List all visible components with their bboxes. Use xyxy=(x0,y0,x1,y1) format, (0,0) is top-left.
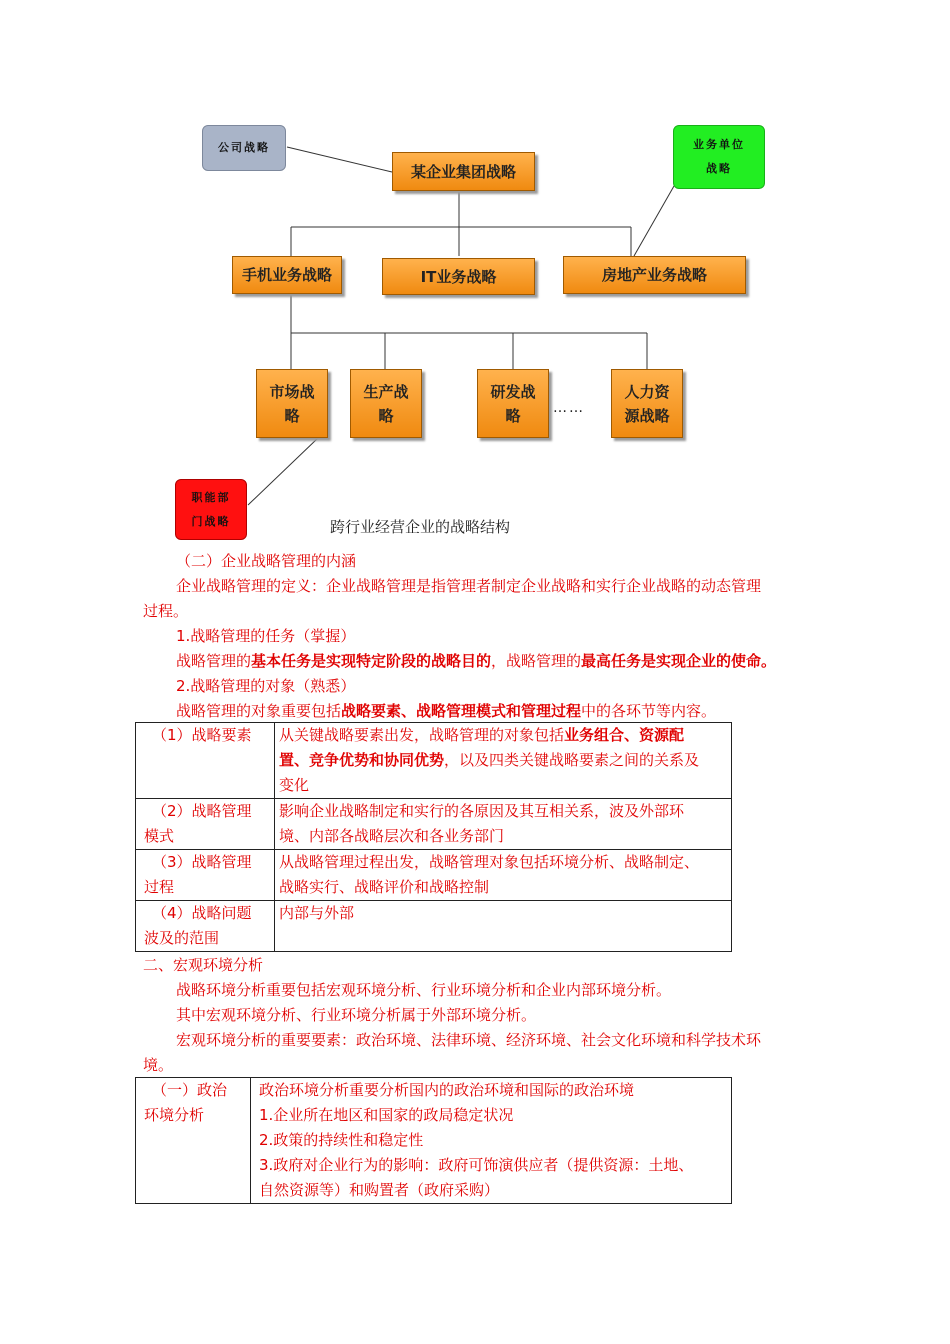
row1-line1: 从关键战略要素出发，战略管理的对象包括业务组合、资源配 xyxy=(279,726,685,744)
row4-label-2: 波及的范围 xyxy=(144,929,220,947)
production-strategy-label-1: 生产战 xyxy=(363,382,409,401)
macro-paragraph-3-line-1: 宏观环境分析的重要要素：政治环境、法律环境、经济环境、社会文化环境和科学技术环 xyxy=(176,1031,762,1049)
rnd-strategy-label-1: 研发战 xyxy=(490,382,536,401)
phone-business-label: 手机业务战略 xyxy=(241,266,332,284)
row2-label-1: （2）战略管理 xyxy=(152,802,252,820)
rnd-strategy-box xyxy=(477,369,549,438)
table-row xyxy=(136,799,732,850)
company-strategy-tag xyxy=(202,125,286,171)
table-row xyxy=(136,901,732,952)
functional-strategy-tag xyxy=(175,479,247,540)
ellipsis-text: …… xyxy=(553,400,585,416)
row4-label-1: （4）战略问题 xyxy=(152,904,252,922)
group-strategy-label: 某企业集团战略 xyxy=(410,162,516,181)
market-strategy-label-1: 市场战 xyxy=(269,382,315,401)
real-estate-business-label: 房地产业务战略 xyxy=(601,266,707,284)
object-text-2: 中的各环节等内容。 xyxy=(581,702,717,720)
table-label-cell xyxy=(136,1078,251,1204)
macro-heading: 二、宏观环境分析 xyxy=(143,956,264,974)
real-estate-business-box xyxy=(563,256,746,294)
table-content-cell xyxy=(275,723,732,799)
task-heading: 1.战略管理的任务（掌握） xyxy=(176,627,356,645)
row3-line1: 从战略管理过程出发，战略管理对象包括环境分析、战略制定、 xyxy=(279,853,700,871)
row4-line1: 内部与外部 xyxy=(279,904,355,922)
macro-paragraph-2: 其中宏观环境分析、行业环境分析属于外部环境分析。 xyxy=(176,1006,537,1024)
phone-business-box xyxy=(232,256,342,294)
political-environment-table xyxy=(135,1077,732,1204)
object-paragraph xyxy=(176,699,716,723)
macro-paragraph-3-line-2: 境。 xyxy=(143,1056,174,1074)
object-text-1: 战略管理的对象重要包括 xyxy=(176,702,342,720)
task-text-2: ，战略管理的 xyxy=(491,652,582,670)
row1-line2: 置、竞争优势和协同优势，以及四类关键战略要素之间的关系及 xyxy=(279,751,700,769)
group-strategy-box xyxy=(392,152,535,191)
table-label-cell xyxy=(136,799,275,850)
table-content-cell xyxy=(275,901,732,952)
production-strategy-label-2: 略 xyxy=(378,406,394,425)
functional-label-2: 门战略 xyxy=(191,514,231,528)
row2-label-2: 模式 xyxy=(144,827,175,845)
table2-line-4: 3.政府对企业行为的影响：政府可饰演供应者（提供资源：土地、 xyxy=(259,1156,694,1174)
table-content-cell xyxy=(251,1078,732,1204)
table2-label-2: 环境分析 xyxy=(144,1106,205,1124)
row3-line2: 战略实行、战略评价和战略控制 xyxy=(279,878,490,896)
strategy-structure-diagram xyxy=(0,0,950,550)
definition-line-1: 企业战略管理的定义：企业战略管理是指管理者制定企业战略和实行企业战略的动态管理 xyxy=(176,577,762,595)
hr-strategy-label-1: 人力资 xyxy=(624,382,670,401)
company-strategy-label: 公司战略 xyxy=(218,141,270,154)
row2-line2: 境、内部各战略层次和各业务部门 xyxy=(279,827,505,845)
business-unit-strategy-tag xyxy=(673,125,765,189)
table-row xyxy=(136,1078,732,1204)
hr-strategy-box xyxy=(611,369,683,438)
row1-line3: 变化 xyxy=(279,776,310,794)
row1-label: （1）战略要素 xyxy=(152,726,252,744)
business-unit-label-1: 业务单位 xyxy=(693,138,745,151)
task-text-1: 战略管理的 xyxy=(176,652,252,670)
production-strategy-box xyxy=(350,369,422,438)
row3-label-2: 过程 xyxy=(144,878,175,896)
macro-paragraph-1: 战略环境分析重要包括宏观环境分析、行业环境分析和企业内部环境分析。 xyxy=(176,981,672,999)
table2-line-2: 1.企业所在地区和国家的政局稳定状况 xyxy=(259,1106,514,1124)
it-business-box xyxy=(382,258,535,295)
connotation-heading: （二）企业战略管理的内涵 xyxy=(176,552,357,570)
hr-strategy-label-2: 源战略 xyxy=(624,406,670,425)
table-label-cell xyxy=(136,850,275,901)
functional-label-1: 职能部 xyxy=(191,490,231,504)
table-label-cell xyxy=(136,723,275,799)
market-strategy-label-2: 略 xyxy=(284,406,300,425)
table2-label-1: （一）政治 xyxy=(152,1081,228,1099)
object-bold: 战略要素、战略管理模式和管理过程 xyxy=(341,702,582,720)
table2-line-3: 2.政策的持续性和稳定性 xyxy=(259,1131,424,1149)
table-label-cell xyxy=(136,901,275,952)
rnd-strategy-label-2: 略 xyxy=(505,406,521,425)
table-content-cell xyxy=(275,850,732,901)
strategy-object-table xyxy=(135,722,732,952)
definition-line-2: 过程。 xyxy=(143,602,189,620)
table-content-cell xyxy=(275,799,732,850)
row2-line1: 影响企业战略制定和实行的各原因及其互相关系，波及外部环 xyxy=(279,802,685,820)
market-strategy-box xyxy=(256,369,328,438)
table-row xyxy=(136,723,732,799)
diagram-caption: 跨行业经营企业的战略结构 xyxy=(330,518,511,536)
object-heading: 2.战略管理的对象（熟悉） xyxy=(176,677,356,695)
row3-label-1: （3）战略管理 xyxy=(152,853,252,871)
table2-line-5: 自然资源等）和购置者（政府采购） xyxy=(259,1181,500,1199)
task-bold-1: 基本任务是实现特定阶段的战略目的 xyxy=(251,652,492,670)
business-unit-label-2: 战略 xyxy=(706,162,732,175)
table2-line-1: 政治环境分析重要分析国内的政治环境和国际的政治环境 xyxy=(259,1081,635,1099)
table-row xyxy=(136,850,732,901)
task-bold-2: 最高任务是实现企业的使命。 xyxy=(581,652,777,670)
it-business-label: IT业务战略 xyxy=(420,267,497,286)
task-paragraph xyxy=(176,649,776,673)
